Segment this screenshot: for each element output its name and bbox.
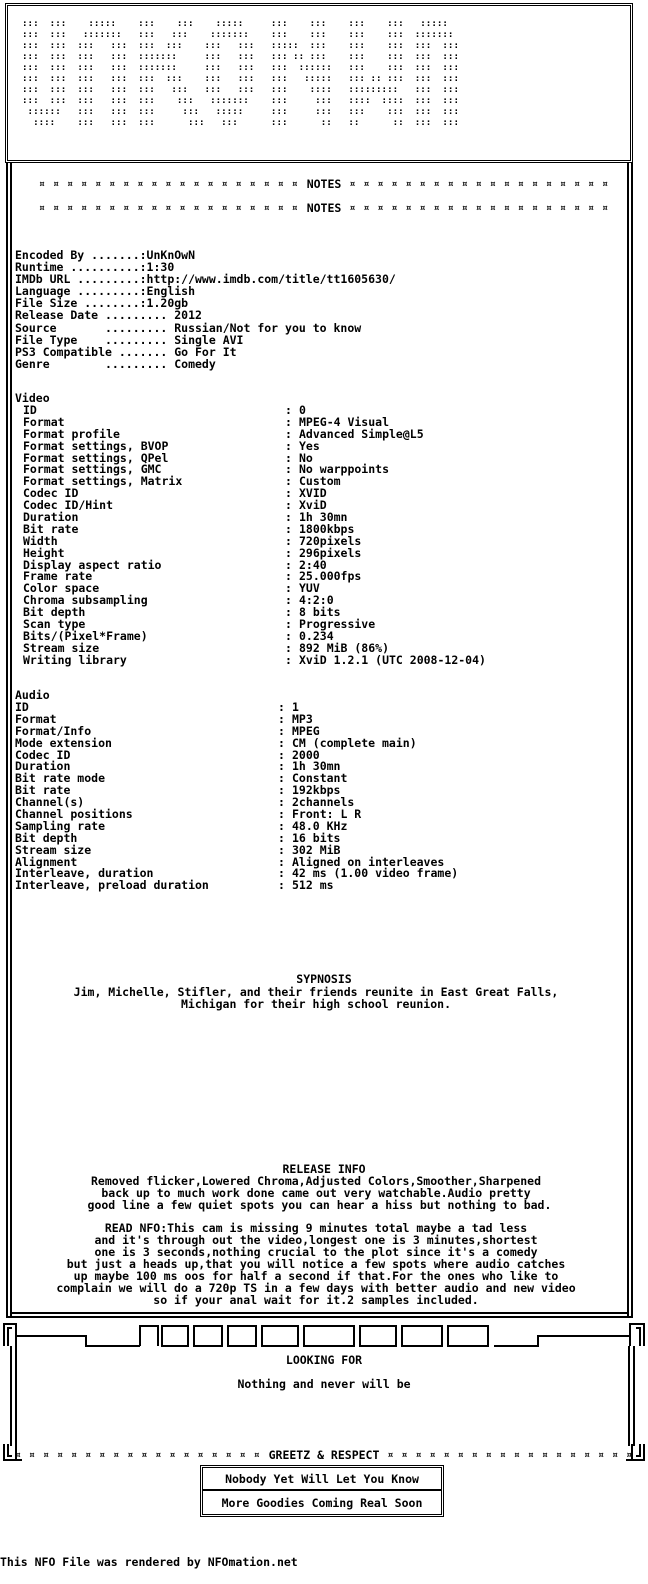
spec-separator: : xyxy=(285,628,292,643)
spec-value: 892 MiB (86%) xyxy=(299,640,390,655)
greetz-box xyxy=(200,1465,444,1517)
notes-info-line: Language .........:English xyxy=(15,284,196,299)
spec-value: MPEG xyxy=(292,723,320,738)
spec-separator: : xyxy=(278,723,285,738)
spec-separator: : xyxy=(285,652,292,667)
banner-art-line: ::: ::: ::: ::: ::: ::: ::: ::: ::::: ::: ::: ::: ::: ::: xyxy=(22,40,465,51)
banner-art-line: ::: ::: ::: ::: ::: ::: ::: ::: ::: ::::: ::: :: ::: ::: ::: xyxy=(22,73,465,84)
spec-value: 25.000fps xyxy=(299,569,362,584)
spec-key: Stream size xyxy=(23,640,100,655)
notes-info-line: File Size ........:1.20gb xyxy=(15,296,189,311)
spec-value: 512 ms xyxy=(292,878,334,893)
spec-value: Advanced Simple@L5 xyxy=(299,426,424,441)
audio-specs xyxy=(15,700,459,893)
spec-value: 16 bits xyxy=(292,830,341,845)
spec-key: Codec ID xyxy=(15,747,71,762)
spec-key: Frame rate xyxy=(23,569,93,584)
notes-info-block xyxy=(15,249,396,370)
spec-separator: : xyxy=(278,735,285,750)
banner-art-line: ::: ::: ::::: ::: ::: ::::: ::: ::: ::: ::: ::::: xyxy=(22,18,459,29)
spec-key: ID xyxy=(23,403,37,417)
spec-value: 2000 xyxy=(292,747,320,762)
spec-value: No warppoints xyxy=(299,462,390,477)
spec-key: Duration xyxy=(23,510,79,525)
spec-value: 302 MiB xyxy=(292,842,341,857)
spec-separator: : xyxy=(278,711,285,726)
spec-separator: : xyxy=(278,795,285,810)
spec-separator: : xyxy=(285,545,292,560)
spec-separator: : xyxy=(285,593,292,608)
release-info-text-1: Removed flicker,Lowered Chroma,Adjusted Colors,Smoother,Sharpened back up to much work done came out very watchable.Audio pretty good line a few quiet spots you can hear a hiss but nothing to bad. xyxy=(87,1174,552,1212)
notes-info-line: Runtime ..........:1:30 xyxy=(15,260,175,275)
spec-value: Progressive xyxy=(299,617,376,632)
main-frame-right-border-inner xyxy=(627,162,629,1318)
spec-key: Height xyxy=(23,545,65,560)
release-info-text-2: READ NFO:This cam is missing 9 minutes total maybe a tad less and it's through out the video,longest one is 3 minutes,shortest one is 3 seconds,nothing crucial to the plot since it's a comedy but just a heads up,that you will notice a few spots where audio catches up maybe 100 ms oos for half a second if that.For the ones who like to complain we will do a 720p TS in a few days with better audio and new video so if your anal wait for it.2 samples included. xyxy=(56,1221,576,1307)
spec-value: 0 xyxy=(299,403,306,417)
spec-key: Format profile xyxy=(23,426,120,441)
spec-key: ID xyxy=(15,700,29,714)
spec-value: 2channels xyxy=(292,795,355,810)
spec-separator: : xyxy=(285,462,292,477)
spec-value: Front: L R xyxy=(292,807,362,822)
spec-separator: : xyxy=(285,486,292,501)
spec-value: XviD 1.2.1 (UTC 2008-12-04) xyxy=(299,652,486,667)
spec-key: Codec ID/Hint xyxy=(23,498,114,513)
spec-key: Codec ID xyxy=(23,486,79,501)
spec-key: Format settings, QPel xyxy=(23,450,169,465)
greetz-dots-left: ¤ ¤ ¤ ¤ ¤ ¤ ¤ ¤ ¤ ¤ ¤ ¤ ¤ ¤ ¤ ¤ ¤ ¤ xyxy=(14,1449,261,1461)
spec-separator: : xyxy=(278,759,285,774)
spec-separator: : xyxy=(285,521,292,536)
spec-key: Mode extension xyxy=(15,735,112,750)
spec-separator: : xyxy=(278,866,285,881)
spec-value: Aligned on interleaves xyxy=(292,854,445,869)
spec-value: 42 ms (1.00 video frame) xyxy=(292,866,459,881)
spec-separator: : xyxy=(285,474,292,489)
footer-credit: This NFO File was rendered by NFOmation.net xyxy=(0,1555,298,1569)
greetz-label: GREETZ & RESPECT xyxy=(268,1448,380,1462)
notes-info-line: Encoded By .......:UnKnOwN xyxy=(15,248,196,262)
spec-value: XviD xyxy=(299,498,327,513)
spec-value: 720pixels xyxy=(299,533,362,548)
spec-separator: : xyxy=(285,414,292,429)
spec-value: XVID xyxy=(299,486,327,501)
spec-separator: : xyxy=(278,771,285,786)
main-frame-bottom-border xyxy=(6,1316,633,1318)
greetz-divider xyxy=(203,1489,441,1491)
spec-separator: : xyxy=(285,403,292,417)
spec-value: 192kbps xyxy=(292,783,341,798)
looking-for-top-ornament xyxy=(0,1320,648,1350)
notes-info-line: IMDb URL .........:http://www.imdb.com/title/tt1605630/ xyxy=(15,272,396,287)
spec-key: Bit rate mode xyxy=(15,771,106,786)
spec-value: Yes xyxy=(299,438,320,453)
spec-key: Bit depth xyxy=(23,605,86,620)
spec-value: Custom xyxy=(299,474,341,489)
video-specs xyxy=(23,403,486,667)
spec-value: 1h 30mn xyxy=(299,510,348,525)
notes-header-row-1 xyxy=(0,177,648,191)
banner-art-line: ::: ::: ::: ::: ::::::: ::: ::: ::: :: ::: ::: ::: ::: ::: xyxy=(22,51,465,62)
spec-row xyxy=(23,652,486,667)
greetz-line-2: More Goodies Coming Real Soon xyxy=(221,1496,423,1510)
spec-value: 1 xyxy=(292,700,299,714)
main-frame-left-border-inner xyxy=(10,162,12,1318)
spec-separator: : xyxy=(285,533,292,548)
banner-art-line: ::: ::: ::: ::: ::: ::: ::::::: ::: ::: :::: :::: ::: ::: xyxy=(22,95,465,106)
spec-key: Channel positions xyxy=(15,807,133,822)
notes-info-line: Release Date ......... 2012 xyxy=(15,308,202,323)
release-info-title: RELEASE INFO xyxy=(282,1162,366,1176)
spec-separator: : xyxy=(285,569,292,584)
spec-key: Interleave, duration xyxy=(15,866,154,881)
spec-value: 296pixels xyxy=(299,545,362,560)
spec-key: Bit rate xyxy=(15,783,71,798)
spec-key: Stream size xyxy=(15,842,92,857)
spec-value: MP3 xyxy=(292,711,313,726)
spec-key: Color space xyxy=(23,581,100,596)
spec-key: Interleave, preload duration xyxy=(15,878,209,893)
spec-key: Writing library xyxy=(23,652,127,667)
notes-label: NOTES xyxy=(306,201,342,215)
spec-separator: : xyxy=(278,818,285,833)
banner-art-line: :::::: ::: ::: ::: ::: ::::: ::: ::: ::: ::: ::: ::: xyxy=(22,106,465,117)
spec-value: 1h 30mn xyxy=(292,759,341,774)
spec-value: MPEG-4 Visual xyxy=(299,414,390,429)
banner-ascii-art xyxy=(22,18,616,128)
spec-key: Display aspect ratio xyxy=(23,557,162,572)
spec-key: Width xyxy=(23,533,58,548)
spec-value: 48.0 KHz xyxy=(292,818,348,833)
synopsis-title: SYPNOSIS xyxy=(296,972,352,986)
spec-key: Sampling rate xyxy=(15,818,106,833)
banner-art-line: :::: ::: ::: ::: ::: ::: ::: :: :: :: ::: ::: xyxy=(22,117,465,128)
notes-header-row-2 xyxy=(0,201,648,215)
spec-separator: : xyxy=(285,498,292,513)
spec-separator: : xyxy=(285,605,292,620)
spec-separator: : xyxy=(278,747,285,762)
spec-key: Scan type xyxy=(23,617,86,632)
greetz-header-row xyxy=(0,1448,648,1462)
spec-value: 8 bits xyxy=(299,605,341,620)
spec-separator: : xyxy=(285,581,292,596)
spec-separator: : xyxy=(285,510,292,525)
synopsis-text: Jim, Michelle, Stifler, and their friends reunite in East Great Falls, Michigan for their high school reunion. xyxy=(73,985,559,1011)
notes-info-line: Genre ......... Comedy xyxy=(15,356,216,371)
spec-key: Format settings, GMC xyxy=(23,462,162,477)
main-frame-left-border xyxy=(6,162,8,1318)
spec-value: 4:2:0 xyxy=(299,593,334,608)
spec-key: Alignment xyxy=(15,854,78,869)
notes-dots-right: ¤ ¤ ¤ ¤ ¤ ¤ ¤ ¤ ¤ ¤ ¤ ¤ ¤ ¤ ¤ ¤ ¤ ¤ ¤ xyxy=(349,178,610,190)
spec-separator: : xyxy=(278,854,285,869)
spec-value: 2:40 xyxy=(299,557,327,572)
spec-value: 1800kbps xyxy=(299,521,355,536)
banner-art-line: ::: ::: ::: ::: ::: ::: ::: ::: ::: :::: ::::::::: ::: ::: xyxy=(22,84,465,95)
spec-key: Chroma subsampling xyxy=(23,593,148,608)
looking-for-text: Nothing and never will be xyxy=(237,1377,411,1391)
notes-dots-right: ¤ ¤ ¤ ¤ ¤ ¤ ¤ ¤ ¤ ¤ ¤ ¤ ¤ ¤ ¤ ¤ ¤ ¤ ¤ xyxy=(349,202,610,214)
spec-separator: : xyxy=(285,617,292,632)
spec-value: CM (complete main) xyxy=(292,735,417,750)
looking-for-title: LOOKING FOR xyxy=(285,1353,363,1367)
banner-art-line: ::: ::: ::::::: ::: ::: ::::::: ::: ::: ::: ::: ::::::: xyxy=(22,29,459,40)
spec-separator: : xyxy=(278,842,285,857)
spec-key: Bits/(Pixel*Frame) xyxy=(23,628,148,643)
banner-logo xyxy=(22,18,616,150)
spec-key: Format settings, BVOP xyxy=(23,438,169,453)
spec-key: Format xyxy=(15,711,57,726)
spec-separator: : xyxy=(278,807,285,822)
audio-section-title: Audio xyxy=(15,688,50,702)
notes-dots-left: ¤ ¤ ¤ ¤ ¤ ¤ ¤ ¤ ¤ ¤ ¤ ¤ ¤ ¤ ¤ ¤ ¤ ¤ ¤ xyxy=(38,202,299,214)
spec-separator: : xyxy=(278,830,285,845)
spec-value: Constant xyxy=(292,771,348,786)
spec-separator: : xyxy=(285,438,292,453)
greetz-line-1: Nobody Yet Will Let You Know xyxy=(225,1472,419,1486)
main-frame-right-border xyxy=(631,162,633,1318)
spec-value: YUV xyxy=(299,581,320,596)
notes-info-line: File Type ......... Single AVI xyxy=(15,332,244,347)
notes-info-line: PS3 Compatible ....... Go For It xyxy=(15,344,237,359)
spec-key: Bit depth xyxy=(15,830,78,845)
spec-separator: : xyxy=(278,783,285,798)
spec-separator: : xyxy=(278,700,285,714)
spec-value: 0.234 xyxy=(299,628,334,643)
spec-separator: : xyxy=(278,878,285,893)
spec-separator: : xyxy=(285,640,292,655)
main-frame-bottom-border-inner xyxy=(10,1312,629,1314)
notes-dots-left: ¤ ¤ ¤ ¤ ¤ ¤ ¤ ¤ ¤ ¤ ¤ ¤ ¤ ¤ ¤ ¤ ¤ ¤ ¤ xyxy=(38,178,299,190)
spec-key: Format xyxy=(23,414,65,429)
video-section-title: Video xyxy=(15,391,50,405)
spec-separator: : xyxy=(285,557,292,572)
greetz-dots-right: ¤ ¤ ¤ ¤ ¤ ¤ ¤ ¤ ¤ ¤ ¤ ¤ ¤ ¤ ¤ ¤ ¤ ¤ xyxy=(387,1449,634,1461)
spec-key: Bit rate xyxy=(23,521,79,536)
spec-row xyxy=(15,878,334,893)
notes-label: NOTES xyxy=(306,177,342,191)
spec-separator: : xyxy=(285,426,292,441)
spec-value: No xyxy=(299,450,313,465)
banner-art-line: ::: ::: ::: ::: ::::::: ::: ::: ::: :::::: ::: ::: ::: ::: xyxy=(22,62,465,73)
spec-key: Format settings, Matrix xyxy=(23,474,183,489)
notes-info-line: Source ......... Russian/Not for you to know xyxy=(15,320,362,335)
spec-key: Duration xyxy=(15,759,71,774)
spec-key: Channel(s) xyxy=(15,795,85,810)
spec-key: Format/Info xyxy=(15,723,92,738)
banner-frame xyxy=(5,3,633,163)
spec-separator: : xyxy=(285,450,292,465)
